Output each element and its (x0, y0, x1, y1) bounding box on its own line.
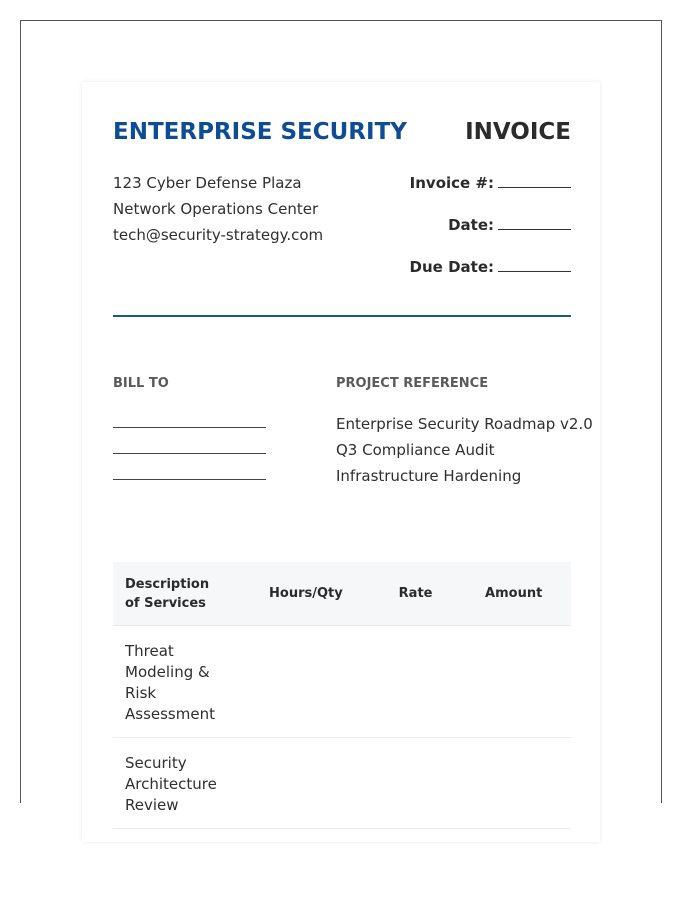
company-address (113, 170, 323, 248)
due-date-label: Due Date: (409, 258, 494, 276)
invoice-number-row (410, 172, 571, 214)
bill-to-blank-line (113, 410, 266, 428)
bill-to-blank-line (113, 436, 266, 454)
service-description: Threat Modeling & Risk Assessment (113, 626, 237, 738)
invoice-sheet (82, 82, 600, 842)
invoice-date-blank (498, 217, 571, 230)
address-line-department: Network Operations Center (113, 200, 319, 218)
document-title: INVOICE (465, 119, 571, 145)
service-rate (375, 626, 457, 738)
service-hours (237, 738, 375, 829)
invoice-date-row (410, 214, 571, 256)
header-rate: Rate (375, 562, 457, 626)
address-line-email: tech@security-strategy.com (113, 226, 324, 244)
invoice-number-blank (498, 175, 571, 188)
table-row (113, 626, 571, 738)
project-reference-line: Enterprise Security Roadmap v2.0 (336, 415, 593, 433)
header-divider (113, 315, 571, 317)
service-hours (237, 626, 375, 738)
invoice-date-label: Date: (448, 216, 494, 234)
service-description: Security Architecture Review (113, 738, 237, 829)
header-amount: Amount (456, 562, 571, 626)
invoice-meta (410, 172, 571, 298)
project-reference-line: Q3 Compliance Audit (336, 441, 495, 459)
bill-to-label: BILL TO (113, 376, 169, 391)
service-amount (456, 626, 571, 738)
header-hours: Hours/Qty (237, 562, 375, 626)
invoice-number-label: Invoice #: (409, 174, 494, 192)
services-header-row (113, 562, 571, 626)
due-date-blank (498, 259, 571, 272)
bill-to-blank-line (113, 462, 266, 480)
table-row (113, 738, 571, 829)
service-amount (456, 738, 571, 829)
header-description: Description of Services (113, 562, 237, 626)
project-reference-label: PROJECT REFERENCE (336, 376, 489, 391)
company-name: ENTERPRISE SECURITY (113, 119, 407, 145)
project-reference-lines (336, 411, 593, 489)
due-date-row (410, 256, 571, 298)
address-line-street: 123 Cyber Defense Plaza (113, 174, 302, 192)
service-rate (375, 738, 457, 829)
bill-to-lines (113, 410, 266, 488)
project-reference-line: Infrastructure Hardening (336, 467, 522, 485)
services-table (113, 562, 571, 829)
page-frame (20, 20, 662, 814)
